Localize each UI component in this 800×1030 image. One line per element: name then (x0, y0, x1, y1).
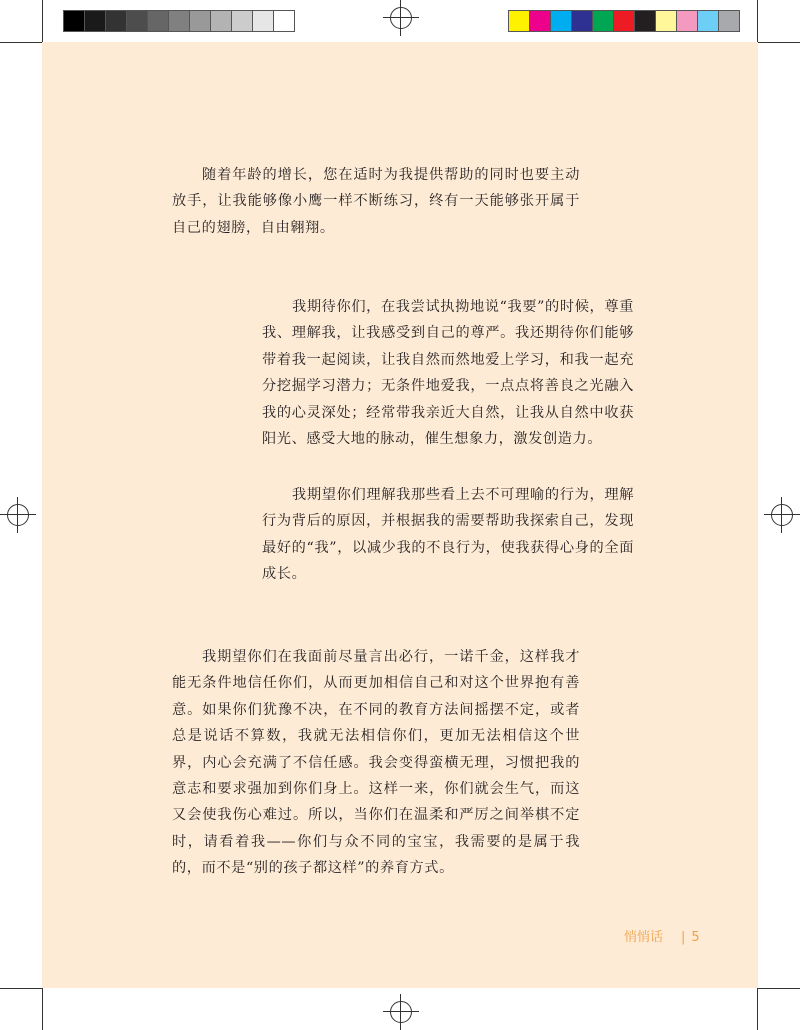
color-swatch-8 (655, 10, 677, 32)
color-swatch-5 (592, 10, 614, 32)
color-swatch-7 (634, 10, 656, 32)
paragraph-1: 随着年龄的增长，您在适时为我提供帮助的同时也要主动放手，让我能够像小鹰一样不断练习，终有一天能够张开属于自己的翅膀，自由翱翔。 (172, 167, 580, 236)
registration-mark-left (0, 497, 36, 533)
gray-swatch-5 (147, 10, 169, 32)
gray-swatch-4 (126, 10, 148, 32)
gray-swatch-1 (63, 10, 85, 32)
gray-swatch-6 (168, 10, 190, 32)
registration-mark-bottom (383, 994, 419, 1030)
paragraph-3: 我期望你们理解我那些看上去不可理喻的行为，理解行为背后的原因，并根据我的需要帮助我探索自己，发现最好的“我”，以减少我的不良行为，使我获得心身的全面成长。 (262, 487, 634, 583)
color-swatch-9 (676, 10, 698, 32)
page-footer (624, 926, 700, 945)
gray-swatch-3 (105, 10, 127, 32)
color-swatch-4 (571, 10, 593, 32)
registration-mark-right (764, 497, 800, 533)
gray-color-bar (63, 10, 294, 32)
color-swatch-11 (718, 10, 740, 32)
paragraph-4: 我期望你们在我面前尽量言出必行，一诺千金，这样我才能无条件地信任你们，从而更加相信自己和对这个世界抱有善意。如果你们犹豫不决，在不同的教育方法间摇摆不定，或者总是说话不算数，我就无法相信你们，更加无法相信这个世界，内心会充满了不信任感。我会变得蛮横无理，习惯把我的意志和要求强加到你们身上。这样一来，你们就会生气，而这又会使我伤心难过。所以，当你们在温柔和严厉之间举棋不定时，请看着我——你们与众不同的宝宝，我需要的是属于我的，而不是“别的孩子都这样”的养育方式。 (172, 649, 580, 877)
gray-swatch-8 (210, 10, 232, 32)
page-number: 5 (691, 930, 700, 945)
color-swatch-3 (550, 10, 572, 32)
gray-swatch-7 (189, 10, 211, 32)
color-swatch-6 (613, 10, 635, 32)
gray-swatch-11 (273, 10, 295, 32)
gray-swatch-10 (252, 10, 274, 32)
color-swatch-2 (529, 10, 551, 32)
paragraph-2: 我期待你们，在我尝试执拗地说“我要”的时候，尊重我、理解我，让我感受到自己的尊严。我还期待你们能够带着我一起阅读，让我自然而然地爱上学习，和我一起充分挖掘学习潜力；无条件地爱我，一点点将善良之光融入我的心灵深处；经常带我亲近大自然，让我从自然中收获阳光、感受大地的脉动，催生想象力，激发创造力。 (262, 299, 634, 448)
color-swatch-10 (697, 10, 719, 32)
process-color-bar (508, 10, 739, 32)
footer-title: 悄悄话 (624, 930, 664, 945)
gray-swatch-9 (231, 10, 253, 32)
footer-separator: | (681, 930, 686, 945)
gray-swatch-2 (84, 10, 106, 32)
registration-mark-top (383, 0, 419, 36)
color-swatch-1 (508, 10, 530, 32)
